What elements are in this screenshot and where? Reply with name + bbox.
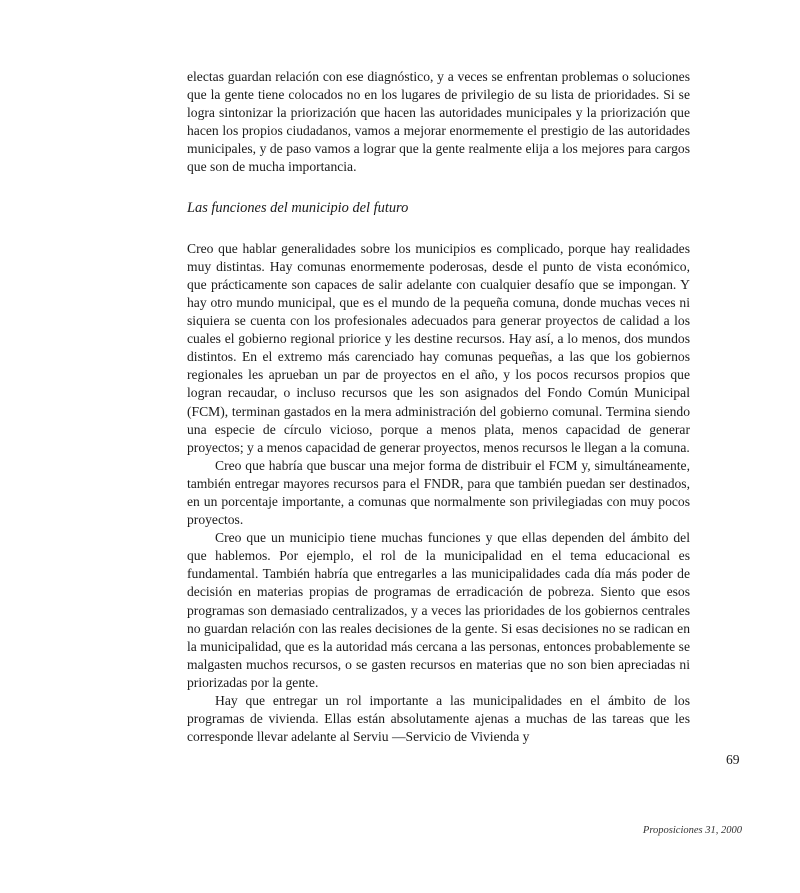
paragraph: Hay que entregar un rol importante a las municipalidades en el ámbito de los programas de vivienda. Ellas están absolutamente ajenas a muchas de las tareas que les corresponde llevar adelante al Serviu —Servicio de Vivienda y: [187, 693, 690, 745]
paragraph-continued: electas guardan relación con ese diagnóstico, y a veces se enfrentan problemas o soluciones que la gente tiene colocados no en los lugares de privilegio de su lista de prioridades. Si se logra sintonizar la priorización que hacen las autoridades municipales y la priorización que hacen los propios ciudadanos, vamos a mejorar enormemente el prestigio de las autoridades municipales, y de paso vamos a lograr que la gente realmente elija a los mejores para cargos que son de mucha importancia.: [187, 69, 690, 175]
paragraph: Creo que hablar generalidades sobre los municipios es complicado, porque hay realidades muy distintas. Hay comunas enormemente poderosas, desde el punto de vista económico, que prácticamente son capaces de salir adelante con cualquier desafío que se impongan. Y hay otro mundo municipal, que es el mundo de la pequeña comuna, donde muchas veces ni siquiera se cuenta con los profesionales adecuados para generar proyectos de calidad a los cuales el gobierno regional priorice y les destine recursos. Hay así, a lo menos, dos mundos distintos. En el extremo más carenciado hay comunas pequeñas, a las que los gobiernos regionales les aprueban un par de proyectos en el año, y los pocos recursos propios que logran recaudar, o incluso recursos que les son asignados del Fondo Común Municipal (FCM), terminan gastados en la mera administración del gobierno comunal. Termina siendo una especie de círculo vicioso, porque a menos plata, menos capacidad de generar proyectos; y a menos capacidad de generar proyectos, menos recursos le llegan a la comuna.: [187, 240, 690, 455]
page-number: 69: [726, 752, 740, 767]
running-footer: Proposiciones 31, 2000: [642, 825, 742, 836]
paragraph: Creo que habría que buscar una mejor forma de distribuir el FCM y, simultáneamente, también entregar mayores recursos para el FNDR, para que también puedan ser destinados, en un porcentaje importante, a comunas que normalmente son privilegiadas con muy pocos proyectos.: [187, 457, 690, 528]
paragraph: Creo que un municipio tiene muchas funciones y que ellas dependen del ámbito del que hablemos. Por ejemplo, el rol de la municipalidad en el tema educacional es fundamental. También habría que entregarles a las municipalidades cada día más poder de decisión en materias propias de programas de erradicación de pobreza. Siento que esos programas son demasiado centralizados, y a veces las prioridades de los gobiernos centrales no guardan relación con las reales decisiones de la gente. Si esas decisiones no se radican en la municipalidad, que es la autoridad más cercana a las personas, entonces probablemente se malgasten muchos recursos, o se gasten recursos en materias que no son bien apreciadas ni priorizadas por la gente.: [187, 530, 690, 690]
section-heading: Las funciones del municipio del futuro: [187, 199, 409, 216]
article-body: [187, 68, 690, 746]
